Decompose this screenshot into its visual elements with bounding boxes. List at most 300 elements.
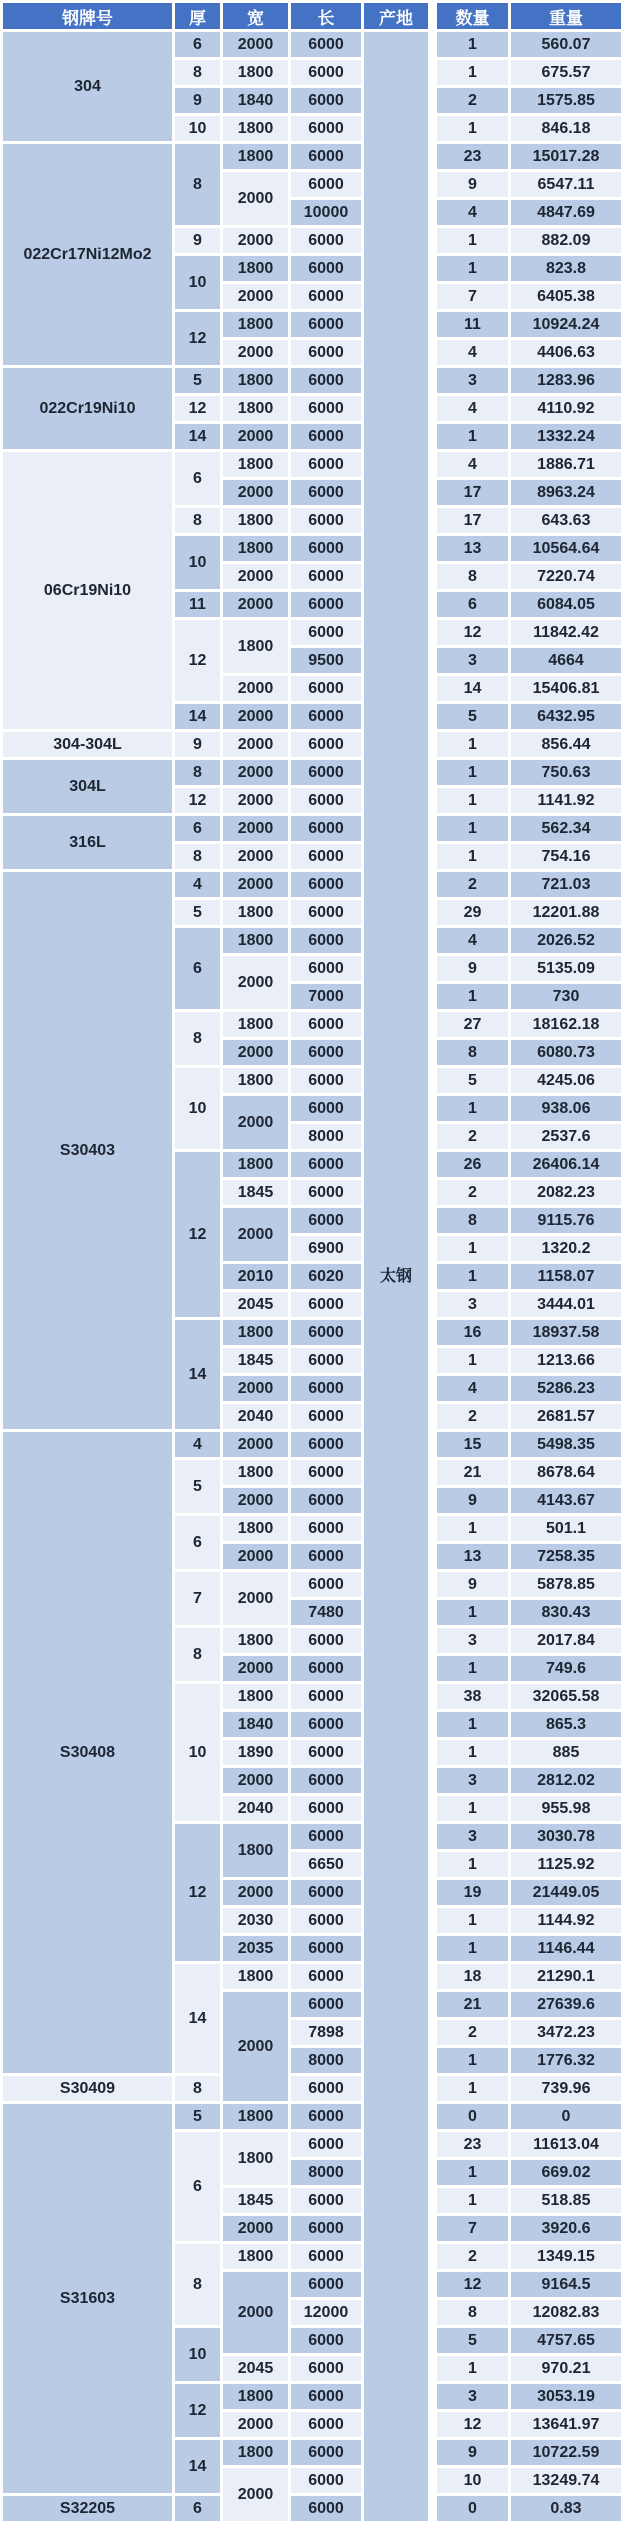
quantity-cell: 8 <box>433 563 510 591</box>
weight-cell: 865.3 <box>510 1711 623 1739</box>
thickness-cell: 8 <box>174 843 222 871</box>
length-cell: 6000 <box>290 1095 363 1123</box>
weight-cell: 1349.15 <box>510 2243 623 2271</box>
weight-cell: 2681.57 <box>510 1403 623 1431</box>
table-row <box>2 31 623 59</box>
length-cell: 6000 <box>290 1011 363 1039</box>
length-cell: 6000 <box>290 563 363 591</box>
width-cell: 2000 <box>222 591 290 619</box>
thickness-cell: 5 <box>174 2103 222 2131</box>
length-cell: 6000 <box>290 255 363 283</box>
weight-cell: 2082.23 <box>510 1179 623 1207</box>
weight-cell: 518.85 <box>510 2187 623 2215</box>
length-cell: 6000 <box>290 1431 363 1459</box>
weight-cell: 12201.88 <box>510 899 623 927</box>
quantity-cell: 2 <box>433 2243 510 2271</box>
table-header <box>2 2 623 31</box>
width-cell: 2000 <box>222 2467 290 2523</box>
width-cell: 1800 <box>222 311 290 339</box>
table-row <box>2 731 623 759</box>
width-cell: 2000 <box>222 1207 290 1263</box>
weight-cell: 7258.35 <box>510 1543 623 1571</box>
thickness-cell: 10 <box>174 1683 222 1823</box>
thickness-cell: 8 <box>174 1627 222 1683</box>
length-cell: 6000 <box>290 1487 363 1515</box>
thickness-cell: 5 <box>174 899 222 927</box>
weight-cell: 13641.97 <box>510 2411 623 2439</box>
thickness-cell: 4 <box>174 1431 222 1459</box>
table-row <box>2 2075 623 2103</box>
quantity-cell: 2 <box>433 1123 510 1151</box>
grade-cell: 06Cr19Ni10 <box>2 451 174 731</box>
weight-cell: 9164.5 <box>510 2271 623 2299</box>
weight-cell: 6432.95 <box>510 703 623 731</box>
weight-cell: 15017.28 <box>510 143 623 171</box>
thickness-cell: 10 <box>174 1067 222 1151</box>
width-cell: 2010 <box>222 1263 290 1291</box>
length-cell: 6000 <box>290 1823 363 1851</box>
quantity-cell: 1 <box>433 115 510 143</box>
weight-cell: 11842.42 <box>510 619 623 647</box>
length-cell: 6000 <box>290 87 363 115</box>
weight-cell: 3472.23 <box>510 2019 623 2047</box>
weight-cell: 10564.64 <box>510 535 623 563</box>
weight-cell: 938.06 <box>510 1095 623 1123</box>
grade-cell: 022Cr17Ni12Mo2 <box>2 143 174 367</box>
length-cell: 6000 <box>290 871 363 899</box>
weight-cell: 1213.66 <box>510 1347 623 1375</box>
width-cell: 1800 <box>222 395 290 423</box>
quantity-cell: 7 <box>433 2215 510 2243</box>
width-cell: 1800 <box>222 367 290 395</box>
weight-cell: 32065.58 <box>510 1683 623 1711</box>
length-cell: 6000 <box>290 1347 363 1375</box>
length-cell: 6000 <box>290 1711 363 1739</box>
weight-cell: 955.98 <box>510 1795 623 1823</box>
length-cell: 6000 <box>290 31 363 59</box>
quantity-cell: 1 <box>433 1907 510 1935</box>
length-cell: 6000 <box>290 2495 363 2523</box>
length-cell: 6000 <box>290 339 363 367</box>
weight-cell: 6084.05 <box>510 591 623 619</box>
quantity-cell: 15 <box>433 1431 510 1459</box>
width-cell: 1800 <box>222 1683 290 1711</box>
weight-cell: 4757.65 <box>510 2327 623 2355</box>
thickness-cell: 6 <box>174 451 222 507</box>
thickness-cell: 14 <box>174 2439 222 2495</box>
quantity-cell: 1 <box>433 2159 510 2187</box>
width-cell: 2045 <box>222 1291 290 1319</box>
width-cell: 2030 <box>222 1907 290 1935</box>
quantity-cell: 16 <box>433 1319 510 1347</box>
width-cell: 1800 <box>222 143 290 171</box>
grade-cell: S32205 <box>2 2495 174 2523</box>
weight-cell: 1146.44 <box>510 1935 623 1963</box>
length-cell: 8000 <box>290 2159 363 2187</box>
thickness-cell: 14 <box>174 1319 222 1431</box>
width-cell: 1800 <box>222 1627 290 1655</box>
quantity-cell: 1 <box>433 423 510 451</box>
length-cell: 8000 <box>290 2047 363 2075</box>
thickness-cell: 12 <box>174 1823 222 1963</box>
length-cell: 6000 <box>290 731 363 759</box>
quantity-cell: 8 <box>433 1207 510 1235</box>
weight-cell: 0.83 <box>510 2495 623 2523</box>
quantity-cell: 3 <box>433 1767 510 1795</box>
weight-cell: 3920.6 <box>510 2215 623 2243</box>
weight-cell: 560.07 <box>510 31 623 59</box>
quantity-cell: 3 <box>433 647 510 675</box>
quantity-cell: 1 <box>433 1935 510 1963</box>
length-cell: 9500 <box>290 647 363 675</box>
quantity-cell: 14 <box>433 675 510 703</box>
weight-cell: 7220.74 <box>510 563 623 591</box>
table-row <box>2 2495 623 2523</box>
weight-cell: 0 <box>510 2103 623 2131</box>
quantity-cell: 1 <box>433 2187 510 2215</box>
quantity-cell: 6 <box>433 591 510 619</box>
length-cell: 6000 <box>290 787 363 815</box>
length-cell: 6000 <box>290 1207 363 1235</box>
width-cell: 1800 <box>222 2131 290 2187</box>
quantity-cell: 2 <box>433 2019 510 2047</box>
quantity-cell: 12 <box>433 2271 510 2299</box>
grade-cell: 316L <box>2 815 174 871</box>
thickness-cell: 8 <box>174 2075 222 2103</box>
length-cell: 6000 <box>290 1683 363 1711</box>
width-cell: 1840 <box>222 1711 290 1739</box>
thickness-cell: 10 <box>174 115 222 143</box>
length-cell: 6000 <box>290 395 363 423</box>
thickness-cell: 14 <box>174 703 222 731</box>
quantity-cell: 23 <box>433 143 510 171</box>
length-cell: 6000 <box>290 2271 363 2299</box>
weight-cell: 18162.18 <box>510 1011 623 1039</box>
quantity-cell: 23 <box>433 2131 510 2159</box>
length-cell: 6000 <box>290 2439 363 2467</box>
quantity-cell: 11 <box>433 311 510 339</box>
length-cell: 6000 <box>290 535 363 563</box>
quantity-cell: 9 <box>433 1571 510 1599</box>
quantity-cell: 9 <box>433 955 510 983</box>
width-cell: 2000 <box>222 1487 290 1515</box>
weight-cell: 669.02 <box>510 2159 623 2187</box>
length-cell: 7898 <box>290 2019 363 2047</box>
length-cell: 6000 <box>290 423 363 451</box>
quantity-cell: 1 <box>433 815 510 843</box>
weight-cell: 8963.24 <box>510 479 623 507</box>
weight-cell: 885 <box>510 1739 623 1767</box>
thickness-cell: 5 <box>174 1459 222 1515</box>
quantity-cell: 17 <box>433 507 510 535</box>
length-cell: 6000 <box>290 1655 363 1683</box>
length-cell: 6000 <box>290 311 363 339</box>
length-cell: 6000 <box>290 2187 363 2215</box>
width-cell: 2000 <box>222 1991 290 2103</box>
quantity-cell: 4 <box>433 927 510 955</box>
thickness-cell: 12 <box>174 787 222 815</box>
length-cell: 6000 <box>290 619 363 647</box>
thickness-cell: 8 <box>174 143 222 227</box>
weight-cell: 6405.38 <box>510 283 623 311</box>
width-cell: 1800 <box>222 1151 290 1179</box>
weight-cell: 1125.92 <box>510 1851 623 1879</box>
quantity-cell: 1 <box>433 1739 510 1767</box>
weight-cell: 4110.92 <box>510 395 623 423</box>
thickness-cell: 8 <box>174 1011 222 1067</box>
weight-cell: 21290.1 <box>510 1963 623 1991</box>
width-cell: 2000 <box>222 1879 290 1907</box>
weight-cell: 8678.64 <box>510 1459 623 1487</box>
quantity-cell: 21 <box>433 1459 510 1487</box>
weight-cell: 1158.07 <box>510 1263 623 1291</box>
grade-cell: 304-304L <box>2 731 174 759</box>
width-cell: 1800 <box>222 927 290 955</box>
width-cell: 2000 <box>222 31 290 59</box>
quantity-cell: 1 <box>433 1515 510 1543</box>
table-row <box>2 2103 623 2131</box>
quantity-cell: 2 <box>433 871 510 899</box>
length-cell: 6000 <box>290 2411 363 2439</box>
table-row <box>2 1431 623 1459</box>
width-cell: 2000 <box>222 703 290 731</box>
thickness-cell: 6 <box>174 2131 222 2243</box>
width-cell: 2000 <box>222 2271 290 2355</box>
length-cell: 6000 <box>290 1151 363 1179</box>
length-cell: 6000 <box>290 1935 363 1963</box>
quantity-cell: 2 <box>433 1179 510 1207</box>
weight-cell: 26406.14 <box>510 1151 623 1179</box>
length-cell: 6000 <box>290 367 363 395</box>
quantity-cell: 4 <box>433 199 510 227</box>
length-cell: 6000 <box>290 1403 363 1431</box>
thickness-cell: 10 <box>174 2327 222 2383</box>
weight-cell: 15406.81 <box>510 675 623 703</box>
width-cell: 2000 <box>222 479 290 507</box>
quantity-cell: 1 <box>433 1711 510 1739</box>
quantity-cell: 3 <box>433 1291 510 1319</box>
length-cell: 6000 <box>290 2355 363 2383</box>
quantity-cell: 13 <box>433 1543 510 1571</box>
weight-cell: 5498.35 <box>510 1431 623 1459</box>
weight-cell: 643.63 <box>510 507 623 535</box>
quantity-cell: 27 <box>433 1011 510 1039</box>
quantity-cell: 3 <box>433 1627 510 1655</box>
weight-cell: 2812.02 <box>510 1767 623 1795</box>
thickness-cell: 12 <box>174 2383 222 2439</box>
thickness-cell: 7 <box>174 1571 222 1627</box>
length-cell: 6000 <box>290 1543 363 1571</box>
quantity-cell: 1 <box>433 1655 510 1683</box>
thickness-cell: 9 <box>174 87 222 115</box>
length-cell: 6000 <box>290 2075 363 2103</box>
length-cell: 6000 <box>290 1319 363 1347</box>
length-cell: 6000 <box>290 227 363 255</box>
length-cell: 6000 <box>290 591 363 619</box>
length-cell: 6000 <box>290 1767 363 1795</box>
weight-cell: 1144.92 <box>510 1907 623 1935</box>
width-cell: 2000 <box>222 171 290 227</box>
weight-cell: 4664 <box>510 647 623 675</box>
grade-cell: S30409 <box>2 2075 174 2103</box>
length-cell: 6000 <box>290 171 363 199</box>
length-cell: 6000 <box>290 2383 363 2411</box>
thickness-cell: 12 <box>174 395 222 423</box>
weight-cell: 9115.76 <box>510 1207 623 1235</box>
quantity-cell: 1 <box>433 2047 510 2075</box>
width-cell: 2000 <box>222 843 290 871</box>
length-cell: 6000 <box>290 451 363 479</box>
length-cell: 6000 <box>290 59 363 87</box>
weight-cell: 754.16 <box>510 843 623 871</box>
weight-cell: 501.1 <box>510 1515 623 1543</box>
weight-cell: 730 <box>510 983 623 1011</box>
weight-cell: 1886.71 <box>510 451 623 479</box>
length-cell: 6000 <box>290 2243 363 2271</box>
quantity-cell: 9 <box>433 1487 510 1515</box>
weight-cell: 12082.83 <box>510 2299 623 2327</box>
thickness-cell: 12 <box>174 619 222 703</box>
thickness-cell: 6 <box>174 815 222 843</box>
length-cell: 6000 <box>290 115 363 143</box>
quantity-cell: 4 <box>433 1375 510 1403</box>
weight-cell: 18937.58 <box>510 1319 623 1347</box>
width-cell: 2000 <box>222 563 290 591</box>
quantity-cell: 4 <box>433 395 510 423</box>
quantity-cell: 3 <box>433 2383 510 2411</box>
width-cell: 1890 <box>222 1739 290 1767</box>
width-cell: 2000 <box>222 1095 290 1151</box>
width-cell: 2000 <box>222 1655 290 1683</box>
quantity-cell: 17 <box>433 479 510 507</box>
width-cell: 1800 <box>222 2439 290 2467</box>
width-cell: 1800 <box>222 1011 290 1039</box>
quantity-cell: 1 <box>433 787 510 815</box>
weight-cell: 739.96 <box>510 2075 623 2103</box>
length-cell: 6650 <box>290 1851 363 1879</box>
grade-cell: 304L <box>2 759 174 815</box>
weight-cell: 11613.04 <box>510 2131 623 2159</box>
length-cell: 6000 <box>290 1571 363 1599</box>
width-cell: 1800 <box>222 2383 290 2411</box>
width-cell: 1845 <box>222 2187 290 2215</box>
quantity-cell: 5 <box>433 2327 510 2355</box>
width-cell: 2000 <box>222 1767 290 1795</box>
length-cell: 6000 <box>290 899 363 927</box>
grade-cell: 304 <box>2 31 174 143</box>
weight-cell: 13249.74 <box>510 2467 623 2495</box>
weight-cell: 10722.59 <box>510 2439 623 2467</box>
quantity-cell: 1 <box>433 31 510 59</box>
width-cell: 1800 <box>222 255 290 283</box>
width-cell: 2000 <box>222 1039 290 1067</box>
quantity-cell: 4 <box>433 339 510 367</box>
weight-cell: 750.63 <box>510 759 623 787</box>
quantity-cell: 5 <box>433 1067 510 1095</box>
width-cell: 2045 <box>222 2355 290 2383</box>
weight-cell: 721.03 <box>510 871 623 899</box>
width-cell: 1800 <box>222 619 290 675</box>
length-cell: 6000 <box>290 1291 363 1319</box>
width-cell: 2000 <box>222 2411 290 2439</box>
thickness-cell: 8 <box>174 59 222 87</box>
weight-cell: 2537.6 <box>510 1123 623 1151</box>
width-cell: 2000 <box>222 1375 290 1403</box>
table-row <box>2 451 623 479</box>
width-cell: 1800 <box>222 2103 290 2131</box>
length-cell: 6000 <box>290 1795 363 1823</box>
thickness-cell: 14 <box>174 423 222 451</box>
length-cell: 8000 <box>290 1123 363 1151</box>
width-cell: 2000 <box>222 1543 290 1571</box>
quantity-cell: 0 <box>433 2495 510 2523</box>
length-cell: 6000 <box>290 759 363 787</box>
length-cell: 6000 <box>290 507 363 535</box>
quantity-cell: 26 <box>433 1151 510 1179</box>
width-cell: 2000 <box>222 1431 290 1459</box>
length-cell: 7480 <box>290 1599 363 1627</box>
width-cell: 1845 <box>222 1347 290 1375</box>
quantity-cell: 9 <box>433 2439 510 2467</box>
origin-cell: 太钢 <box>363 31 433 2523</box>
weight-cell: 2026.52 <box>510 927 623 955</box>
quantity-cell: 38 <box>433 1683 510 1711</box>
quantity-cell: 1 <box>433 2075 510 2103</box>
weight-cell: 10924.24 <box>510 311 623 339</box>
grade-cell: S30408 <box>2 1431 174 2075</box>
length-cell: 6000 <box>290 1907 363 1935</box>
length-cell: 6000 <box>290 1067 363 1095</box>
weight-cell: 4143.67 <box>510 1487 623 1515</box>
quantity-cell: 2 <box>433 1403 510 1431</box>
length-cell: 6000 <box>290 2215 363 2243</box>
width-cell: 2040 <box>222 1795 290 1823</box>
length-cell: 6000 <box>290 1879 363 1907</box>
width-cell: 1800 <box>222 1319 290 1347</box>
header-grade: 钢牌号 <box>2 2 174 31</box>
width-cell: 1800 <box>222 535 290 563</box>
length-cell: 6000 <box>290 703 363 731</box>
weight-cell: 3053.19 <box>510 2383 623 2411</box>
width-cell: 2000 <box>222 423 290 451</box>
quantity-cell: 3 <box>433 1823 510 1851</box>
width-cell: 2000 <box>222 955 290 1011</box>
length-cell: 6000 <box>290 1039 363 1067</box>
length-cell: 7000 <box>290 983 363 1011</box>
header-weight: 重量 <box>510 2 623 31</box>
length-cell: 6000 <box>290 2103 363 2131</box>
length-cell: 6000 <box>290 283 363 311</box>
quantity-cell: 0 <box>433 2103 510 2131</box>
width-cell: 2000 <box>222 283 290 311</box>
quantity-cell: 5 <box>433 703 510 731</box>
quantity-cell: 1 <box>433 227 510 255</box>
quantity-cell: 12 <box>433 2411 510 2439</box>
width-cell: 2040 <box>222 1403 290 1431</box>
width-cell: 1840 <box>222 87 290 115</box>
thickness-cell: 6 <box>174 1515 222 1571</box>
length-cell: 6000 <box>290 1991 363 2019</box>
quantity-cell: 1 <box>433 1235 510 1263</box>
width-cell: 2000 <box>222 227 290 255</box>
grade-cell: S30403 <box>2 871 174 1431</box>
length-cell: 6000 <box>290 1459 363 1487</box>
weight-cell: 749.6 <box>510 1655 623 1683</box>
weight-cell: 5135.09 <box>510 955 623 983</box>
width-cell: 1800 <box>222 59 290 87</box>
table-row <box>2 143 623 171</box>
thickness-cell: 12 <box>174 1151 222 1319</box>
